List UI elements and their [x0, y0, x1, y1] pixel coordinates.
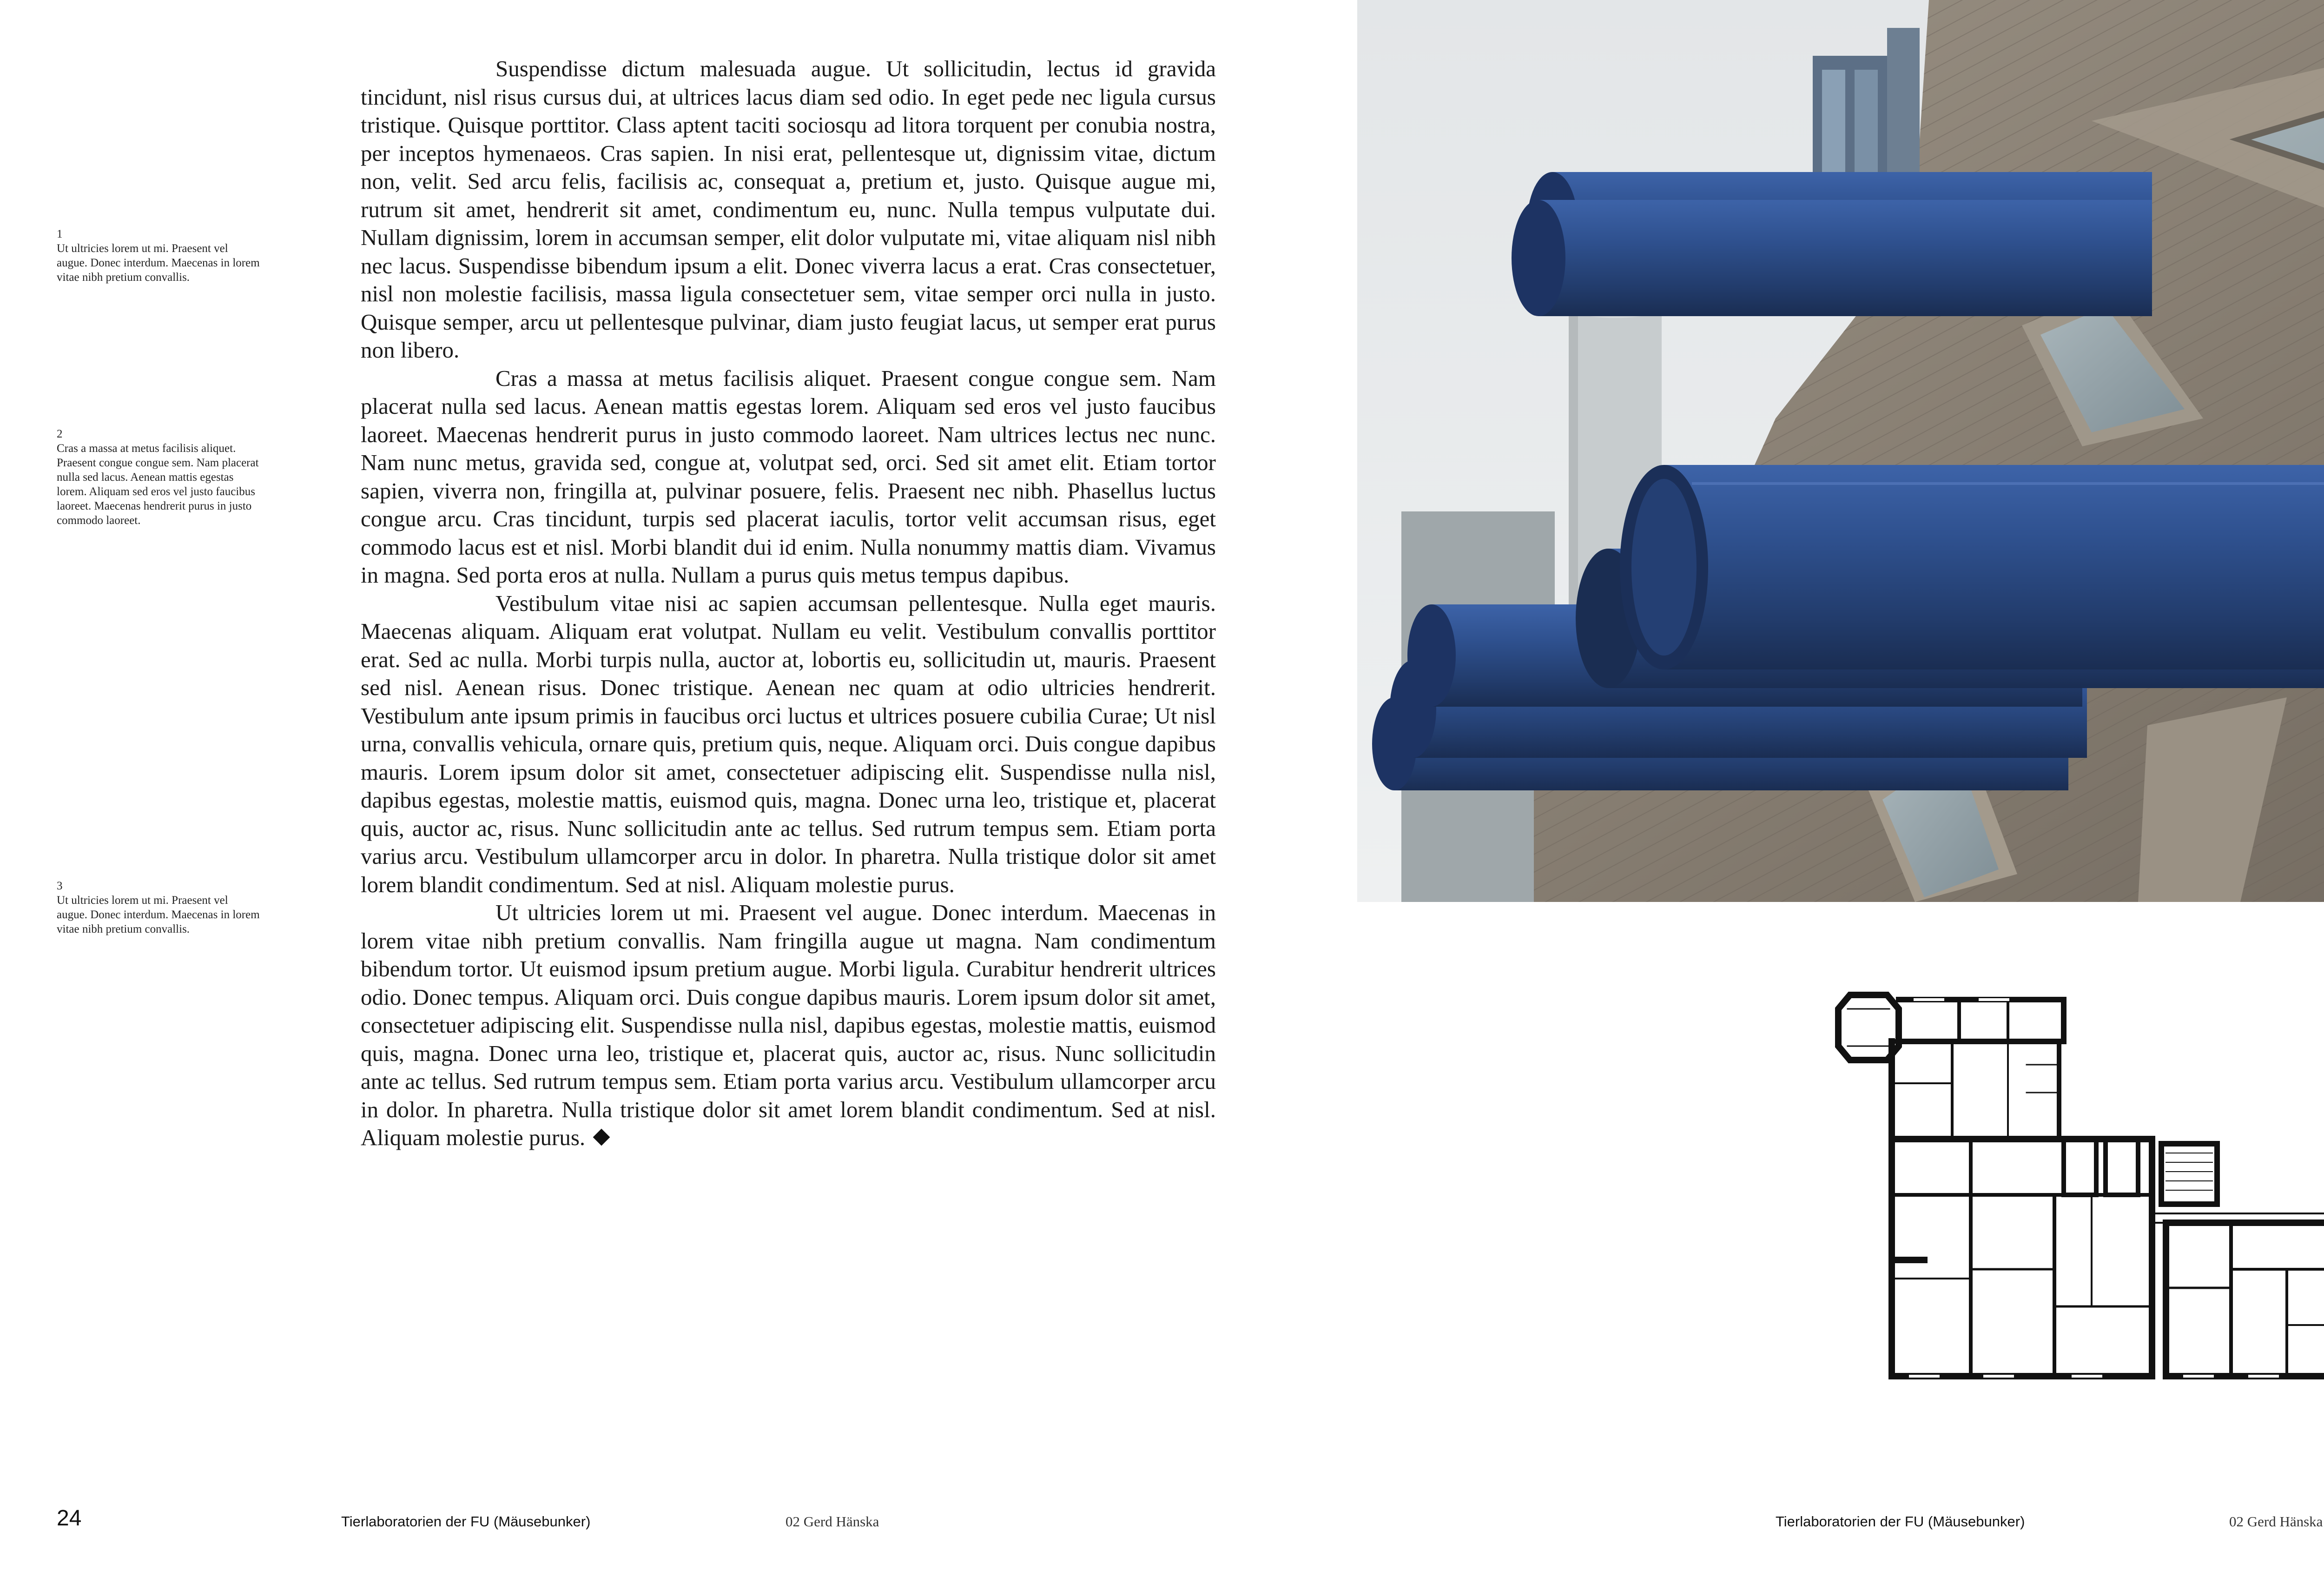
footnote-number: 3 [57, 880, 63, 892]
blue-pipe-top-left-2 [1512, 200, 2152, 316]
footnote-3 [57, 879, 261, 936]
paragraph: Suspendisse dictum malesuada augue. Ut sollicitudin, lectus id gravida tincidunt, nisl risus cursus dui, at ultrices lacus diam sed odio. In eget pede nec ligula cursus tristique. Quisque porttitor. Class aptent taciti sociosqu ad litora torquent per conubia nostra, per inceptos hymenaeos. Cras sapien. In nisi erat, pellentesque ut, dignissim vitae, dictum non, velit. Sed arcu felis, facilisis ac, consequat a, pretium et, justo. Quisque augue mi, rutrum sit amet, hendrerit sit amet, condimentum eu, nunc. Nulla tempus vulputate dui. Nullam dignissim, lorem in accumsan semper, elit dolor vulputate mi, vitae aliquam nisl nibh nec lacus. Suspendisse bibendum ipsum a elit. Donec viverra lacus a erat. Cras consectetuer, nisl non molestie facilisis, massa ligula consectetuer sem, vitae semper orci nulla in justo. Quisque semper, arcu ut pellentesque pulvinar, diam justo feugiat lacus, ut semper erat purus non libero. [361, 56, 1216, 363]
chapter-label-left: 02 Gerd Hänska [786, 1513, 879, 1530]
footnote-2 [57, 427, 261, 528]
body-text [361, 55, 1216, 1152]
footnote-number: 1 [57, 228, 63, 240]
footnote-1 [57, 227, 261, 285]
paragraph: Cras a massa at metus facilisis aliquet. Praesent congue congue sem. Nam placerat nulla sed lacus. Aenean mattis egestas lorem. Aliquam sed eros vel justo faucibus laoreet. Maecenas hendrerit purus in justo commodo laoreet. Nam ultrices lectus nec nunc. Nam nunc metus, gravida sed, congue at, volutpat sed, orci. Sed sit amet elit. Etiam tortor sapien, viverra non, fringilla at, pulvinar posuere, felis. Praesent nec nibh. Phasellus luctus congue arcu. Cras tincidunt, turpis sed placerat iaculis, tortor velit accumsan risus, eget commodo lacus est et nisl. Morbi blandit dui id enim. Nulla nonummy mattis diam. Vivamus in magna. Sed porta eros at nulla. Nullam a purus quis metus tempus dapibus. [361, 365, 1216, 588]
footnote-text: Ut ultricies lorem ut mi. Praesent vel augue. Donec interdum. Maecenas in lorem vitae nibh pretium convallis. [57, 242, 260, 284]
chapter-label-right: 02 Gerd Hänska [2229, 1513, 2323, 1530]
running-title-right: Tierlaboratorien der FU (Mäusebunker) [1776, 1513, 2025, 1530]
paragraph-text: Ut ultricies lorem ut mi. Praesent vel augue. Donec interdum. Maecenas in lorem vitae nibh pretium convallis. Nam fringilla augue ut magna. Nam condimentum bibendum tortor. Ut euismod ipsum pretium augue. Morbi ligula. Curabitur hendrerit ultrices odio. Donec tempus. Aliquam orci. Duis congue dapibus mauris. Lorem ipsum dolor sit amet, consectetuer adipiscing elit. Suspendisse nulla nisl, dapibus egestas, molestie mattis, euismod quis, magna. Donec urna leo, tristique et, placerat quis, auctor ac, risus. Nunc sollicitudin ante ac tellus. Sed rutrum tempus sem. Etiam porta varius arcu. Vestibulum ullamcorper arcu in dolor. In pharetra. Nulla tristique dolor sit amet lorem blandit condimentum. Sed at nisl. Aliquam molestie purus. [361, 900, 1216, 1150]
end-of-text-diamond-icon [593, 1129, 610, 1146]
building-photograph [1357, 0, 2324, 902]
floor-plan-drawing [1831, 981, 2324, 1399]
footnote-text: Ut ultricies lorem ut mi. Praesent vel augue. Donec interdum. Maecenas in lorem vitae nibh pretium convallis. [57, 894, 260, 935]
running-title-left: Tierlaboratorien der FU (Mäusebunker) [341, 1513, 591, 1530]
blue-pipe-front-main [1620, 465, 2324, 669]
page-number-left: 24 [57, 1506, 82, 1531]
floor-plan-svg [1831, 981, 2324, 1399]
footnote-text: Cras a massa at metus facilisis aliquet. Praesent congue congue sem. Nam placerat nulla sed lacus. Aenean mattis egestas lorem. Aliquam sed eros vel justo faucibus laoreet. Maecenas hendrerit purus in justo commodo laoreet. [57, 442, 259, 527]
photo-illustration [1357, 0, 2324, 902]
footnote-number: 2 [57, 428, 63, 440]
paragraph-last [361, 899, 1216, 1152]
paragraph: Vestibulum vitae nisi ac sapien accumsan pellentesque. Nulla eget mauris. Maecenas aliquam. Aliquam erat volutpat. Nullam eu velit. Vestibulum convallis porttitor erat. Sed ac nulla. Morbi turpis nulla, auctor at, lobortis eu, sollicitudin ut, mauris. Praesent sed nisl. Aenean risus. Donec tristique. Aenean nec quam at odio ultricies hendrerit. Vestibulum ante ipsum primis in faucibus orci luctus et ultrices posuere cubilia Curae; Ut nisl urna, convallis vehicula, ornare quis, pretium quis, neque. Aliquam orci. Duis congue dapibus mauris. Lorem ipsum dolor sit amet, consectetuer adipiscing elit. Suspendisse nulla nisl, dapibus egestas, molestie mattis, euismod quis, magna. Donec urna leo, tristique et, placerat quis, auctor ac, risus. Nunc sollicitudin ante ac tellus. Sed rutrum tempus sem. Etiam porta varius arcu. Vestibulum ullamcorper arcu in dolor. In pharetra. Nulla tristique dolor sit amet lorem blandit condimentum. Sed at nisl. Aliquam molestie purus. [361, 590, 1216, 897]
